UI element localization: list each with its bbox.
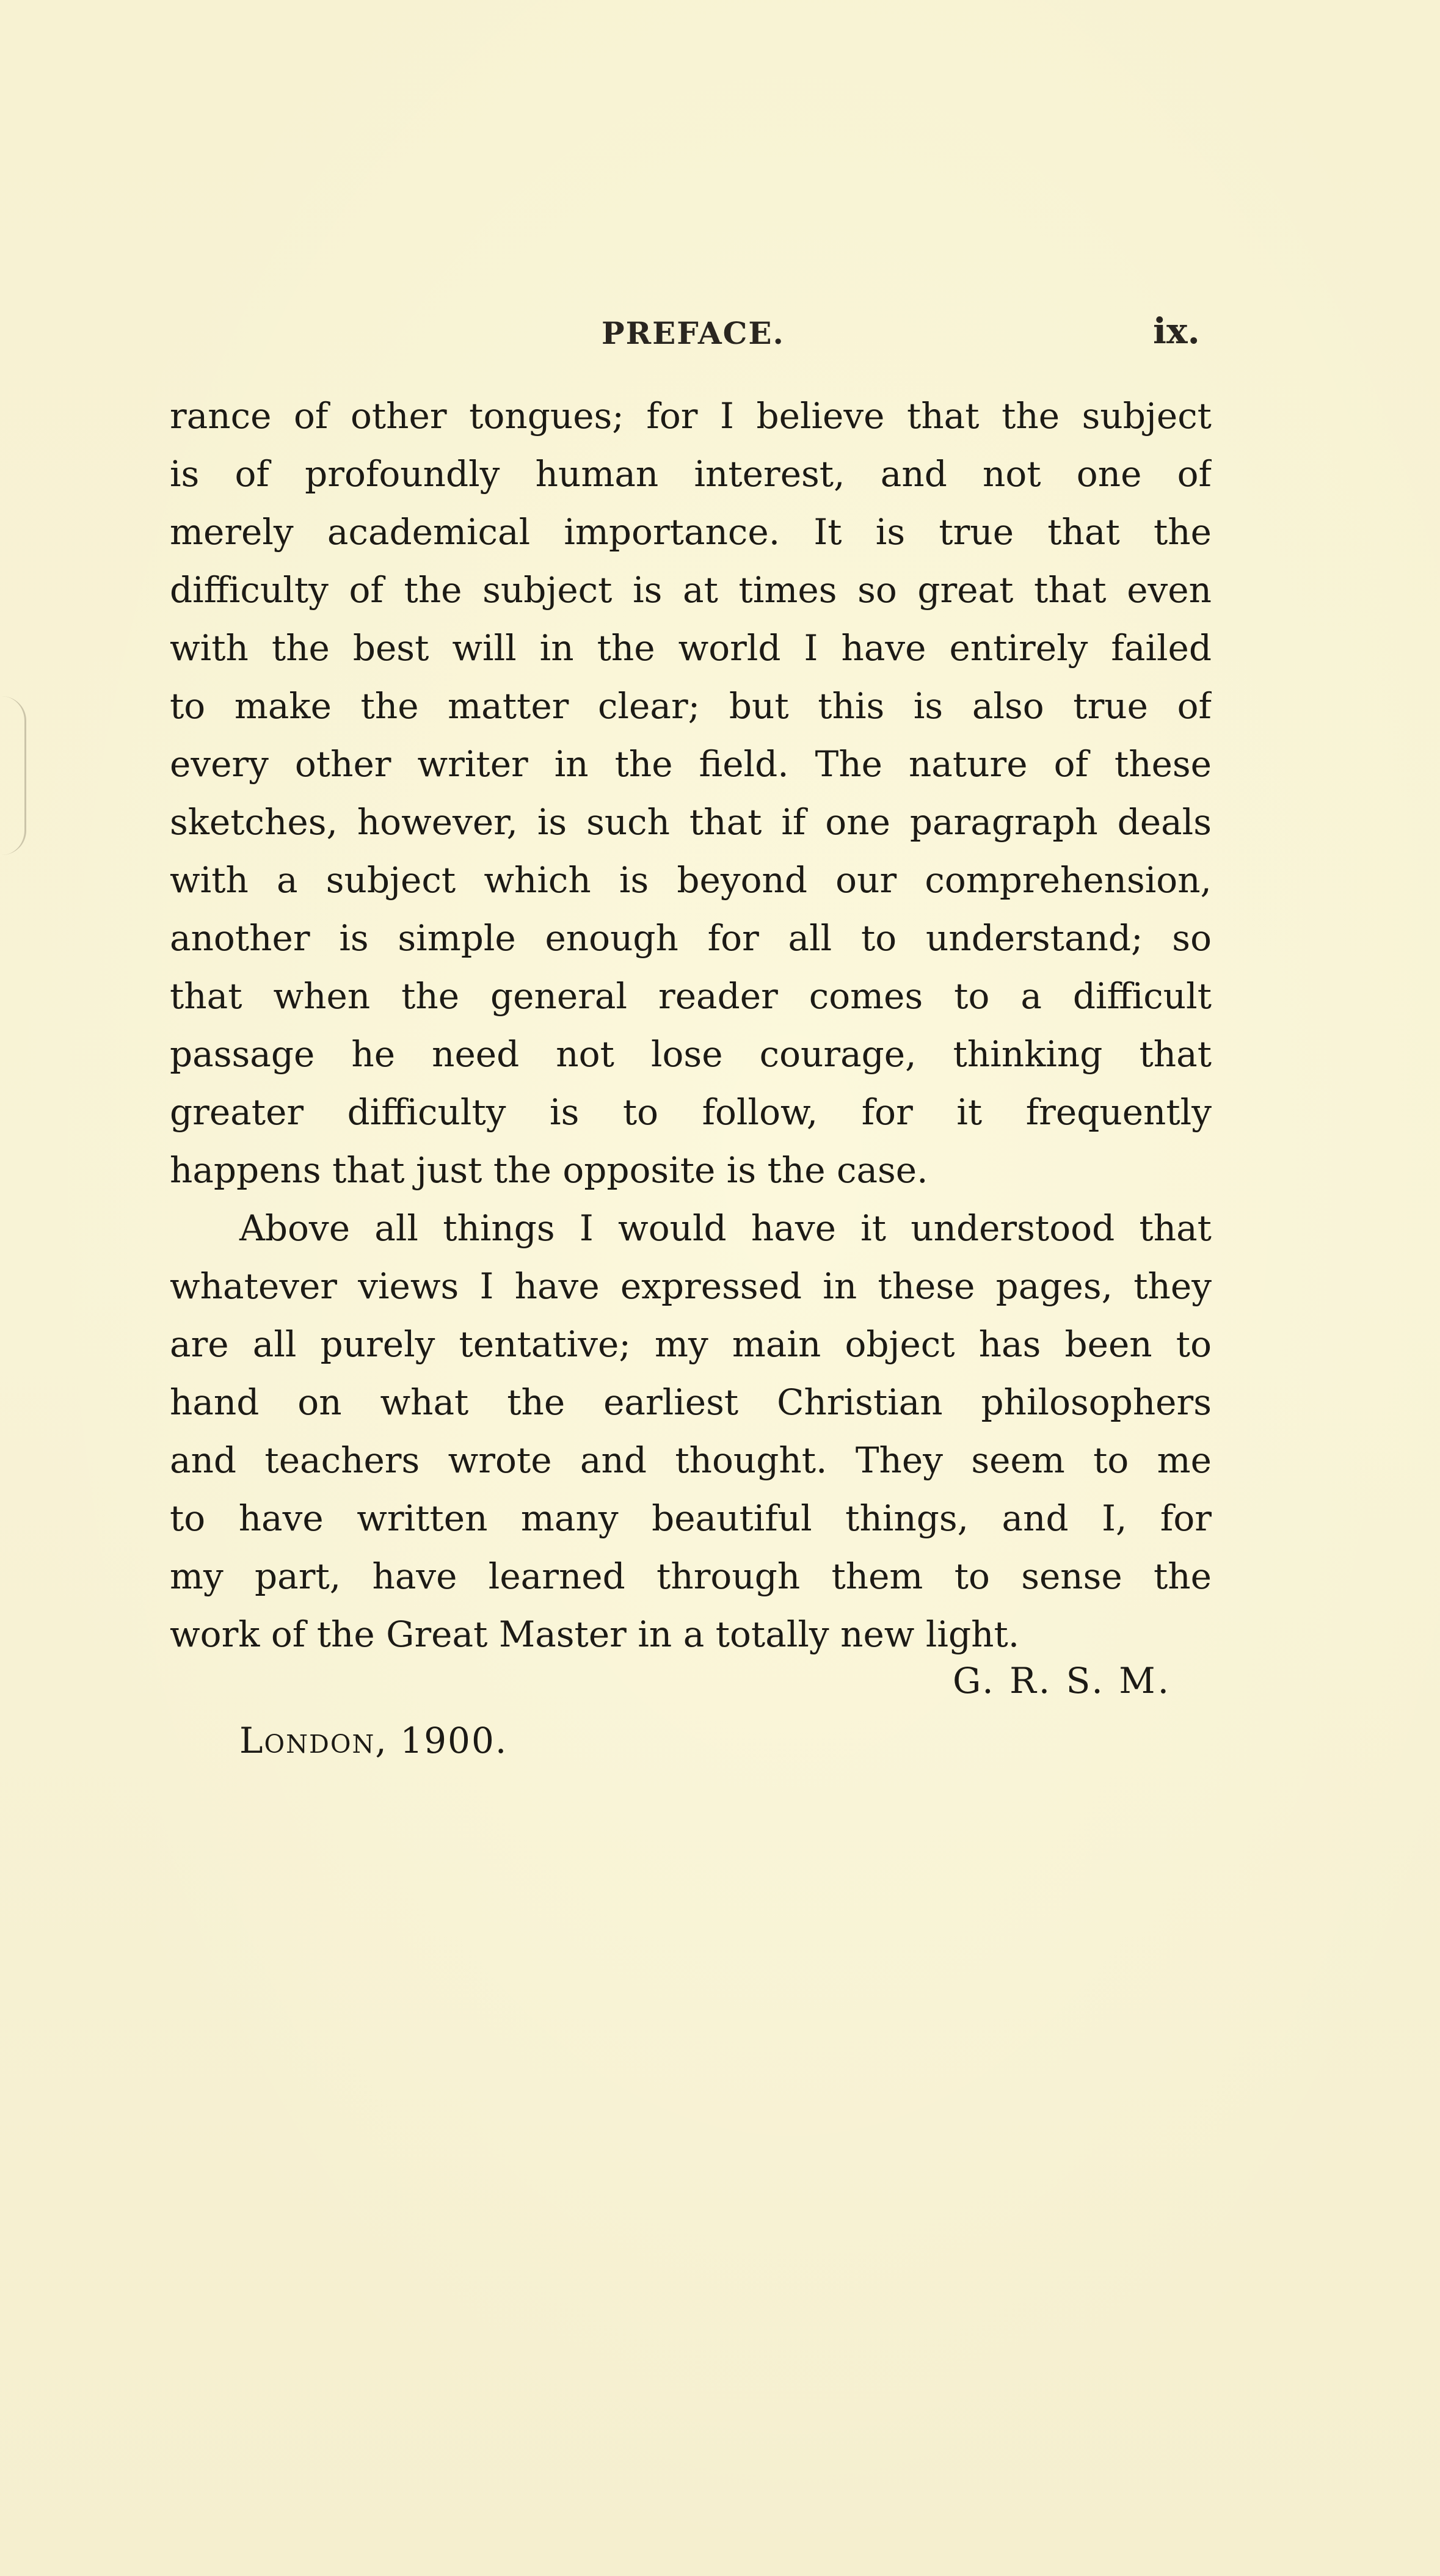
author-initials: G. R. S. M.: [953, 1660, 1172, 1701]
text-line: to have written many beautiful things, and I, for: [170, 1497, 1212, 1539]
body-text: [170, 387, 1212, 1664]
page-number: ix.: [1153, 310, 1200, 352]
text-line: passage he need not lose courage, thinking that: [170, 1033, 1212, 1075]
text-line: with a subject which is beyond our comprehension,: [170, 859, 1212, 901]
place-and-date: London, 1900.: [239, 1720, 508, 1761]
text-line: every other writer in the field. The nature of these: [170, 743, 1212, 785]
text-line: with the best will in the world I have entirely failed: [170, 627, 1212, 669]
text-line: difficulty of the subject is at times so great that even: [170, 569, 1212, 611]
text-line: are all purely tentative; my main object has been to: [170, 1323, 1212, 1365]
text-line: my part, have learned through them to sense the: [170, 1555, 1212, 1597]
text-line: hand on what the earliest Christian philosophers: [170, 1381, 1212, 1423]
running-title: PREFACE.: [602, 315, 785, 351]
paragraph-start-line: Above all things I would have it understood that: [239, 1207, 1212, 1249]
text-line: merely academical importance. It is true that the: [170, 511, 1212, 553]
text-line: work of the Great Master in a totally new light.: [170, 1614, 1020, 1655]
text-line: sketches, however, is such that if one paragraph deals: [170, 801, 1212, 843]
text-line: and teachers wrote and thought. They seem to me: [170, 1439, 1212, 1481]
text-line: is of profoundly human interest, and not one of: [170, 453, 1212, 495]
text-line: greater difficulty is to follow, for it frequently: [170, 1091, 1212, 1133]
text-line: happens that just the opposite is the case.: [170, 1149, 928, 1191]
text-line: to make the matter clear; but this is also true of: [170, 685, 1212, 727]
text-line: whatever views I have expressed in these pages, they: [170, 1265, 1212, 1307]
text-line: another is simple enough for all to understand; so: [170, 917, 1212, 959]
text-line: that when the general reader comes to a difficult: [170, 975, 1212, 1017]
page-edge-mark: [0, 696, 26, 855]
text-line: rance of other tongues; for I believe that the subject: [170, 395, 1212, 437]
